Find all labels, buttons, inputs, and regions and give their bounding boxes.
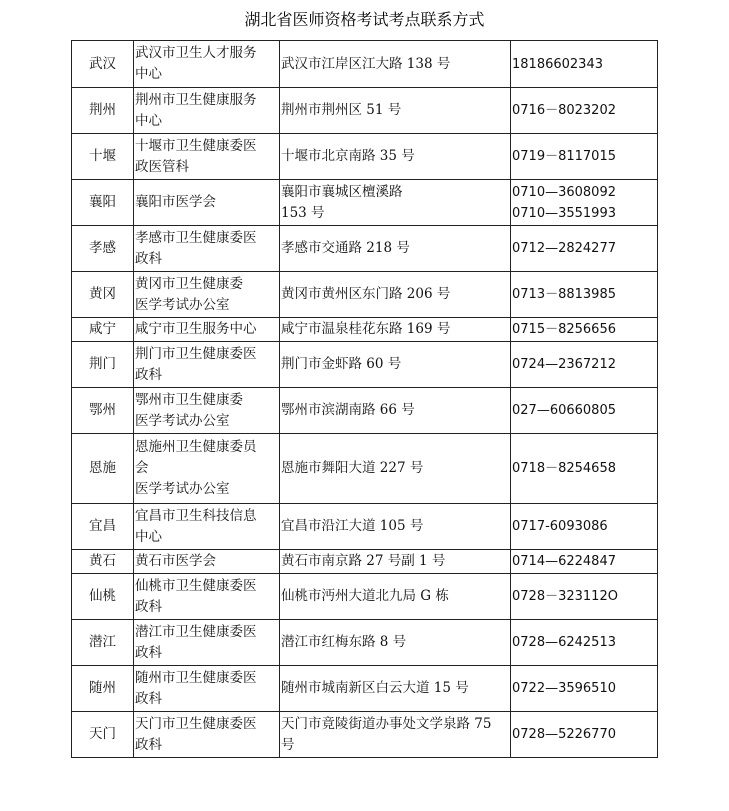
organization-cell: [134, 180, 280, 226]
organization-cell-line: 襄阳市医学会: [135, 194, 216, 210]
address-cell-line: 荆门市金虾路 60 号: [281, 356, 402, 372]
organization-cell-line: 政科: [135, 644, 162, 661]
organization-cell-line: 武汉市卫生人才服务: [135, 45, 257, 61]
phone-cell: [511, 388, 658, 434]
phone-cell-line: 027—60660805: [512, 403, 616, 418]
table-row: [72, 180, 658, 226]
contact-table-body: [72, 41, 658, 758]
table-row: [72, 318, 658, 342]
phone-cell: [511, 134, 658, 180]
table-row: [72, 504, 658, 550]
organization-cell-line: 会: [135, 460, 149, 476]
organization-cell: [134, 318, 280, 342]
phone-cell-line: 0714—6224847: [512, 554, 616, 569]
address-cell: [280, 712, 511, 758]
phone-cell: [511, 342, 658, 388]
phone-cell: [511, 88, 658, 134]
phone-cell: [511, 180, 658, 226]
address-cell-line: 咸宁市温泉桂花东路 169 号: [281, 321, 451, 337]
organization-cell-line: 潜江市卫生健康委医: [135, 623, 257, 640]
phone-cell: [511, 712, 658, 758]
table-row: [72, 712, 658, 758]
phone-cell-line: 0710—3608092: [512, 184, 616, 200]
organization-cell-line: 咸宁市卫生服务中心: [135, 321, 257, 337]
table-row: [72, 272, 658, 318]
organization-cell-line: 荆门市卫生健康委医: [135, 345, 257, 362]
city-cell: 鄂州: [72, 388, 134, 434]
address-cell: [280, 180, 511, 226]
phone-cell-line: 0712—2824277: [512, 241, 616, 256]
phone-cell: [511, 318, 658, 342]
address-cell: [280, 434, 511, 504]
organization-cell-line: 宜昌市卫生科技信息: [135, 507, 257, 524]
address-cell-line: 黄冈市黄州区东门路 206 号: [281, 286, 451, 302]
organization-cell-line: 政医管科: [135, 158, 189, 175]
phone-cell-line: 0718－8254658: [512, 461, 616, 476]
organization-cell: [134, 134, 280, 180]
address-cell: [280, 41, 511, 88]
phone-cell: [511, 504, 658, 550]
city-cell: 恩施: [72, 434, 134, 504]
address-cell: [280, 342, 511, 388]
organization-cell-line: 孝感市卫生健康委医: [135, 229, 257, 246]
organization-cell: [134, 434, 280, 504]
address-cell-line: 潜江市红梅东路 8 号: [281, 634, 407, 650]
phone-cell-line: 0728—6242513: [512, 635, 616, 650]
organization-cell-line: 恩施州卫生健康委员: [135, 439, 257, 455]
table-row: [72, 88, 658, 134]
address-cell: [280, 666, 511, 712]
organization-cell: [134, 550, 280, 574]
organization-cell-line: 中心: [135, 528, 162, 545]
phone-cell-line: 0722—3596510: [512, 681, 616, 696]
organization-cell-line: 鄂州市卫生健康委: [135, 391, 243, 408]
organization-cell-line: 政科: [135, 250, 162, 267]
address-cell: [280, 272, 511, 318]
organization-cell-line: 仙桃市卫生健康委医: [135, 577, 257, 594]
organization-cell-line: 医学考试办公室: [135, 296, 230, 313]
phone-cell: [511, 574, 658, 620]
address-cell-line: 武汉市江岸区江大路 138 号: [281, 55, 451, 72]
contact-table: [71, 40, 658, 758]
organization-cell-line: 政科: [135, 690, 162, 707]
phone-cell-line: 0724—2367212: [512, 357, 616, 372]
table-row: [72, 574, 658, 620]
address-cell: [280, 550, 511, 574]
phone-cell: [511, 41, 658, 88]
address-cell-line: 鄂州市滨湖南路 66 号: [281, 402, 415, 418]
phone-cell-line: 0710—3551993: [512, 205, 616, 221]
table-row: [72, 388, 658, 434]
address-cell: [280, 388, 511, 434]
address-cell-line: 随州市城南新区白云大道 15 号: [281, 680, 469, 696]
organization-cell-line: 十堰市卫生健康委医: [135, 137, 257, 154]
address-cell-line: 襄阳市襄城区檀溪路: [281, 183, 403, 200]
organization-cell-line: 中心: [135, 66, 162, 82]
address-cell-line: 天门市竟陵街道办事处文学泉路 75: [281, 715, 492, 732]
address-cell-line: 孝感市交通路 218 号: [281, 240, 410, 256]
address-cell: [280, 134, 511, 180]
city-cell: 十堰: [72, 134, 134, 180]
city-cell: 襄阳: [72, 180, 134, 226]
organization-cell: [134, 226, 280, 272]
organization-cell: [134, 504, 280, 550]
organization-cell: [134, 388, 280, 434]
organization-cell: [134, 574, 280, 620]
city-cell: 荆门: [72, 342, 134, 388]
organization-cell-line: 黄冈市卫生健康委: [135, 275, 243, 292]
city-cell: 咸宁: [72, 318, 134, 342]
organization-cell: [134, 342, 280, 388]
organization-cell-line: 中心: [135, 112, 162, 129]
city-cell: 仙桃: [72, 574, 134, 620]
phone-cell: [511, 226, 658, 272]
city-cell: 武汉: [72, 41, 134, 88]
organization-cell: [134, 41, 280, 88]
city-cell: 宜昌: [72, 504, 134, 550]
city-cell: 黄石: [72, 550, 134, 574]
address-cell: [280, 620, 511, 666]
table-row: [72, 134, 658, 180]
organization-cell: [134, 712, 280, 758]
city-cell: 荆州: [72, 88, 134, 134]
city-cell: 天门: [72, 712, 134, 758]
organization-cell-line: 天门市卫生健康委医: [135, 715, 257, 732]
phone-cell: [511, 550, 658, 574]
address-cell-line: 荆州市荆州区 51 号: [281, 102, 402, 118]
organization-cell-line: 荆州市卫生健康服务: [135, 91, 257, 108]
organization-cell-line: 政科: [135, 598, 162, 615]
phone-cell: [511, 272, 658, 318]
city-cell: 黄冈: [72, 272, 134, 318]
organization-cell-line: 随州市卫生健康委医: [135, 669, 257, 686]
organization-cell: [134, 272, 280, 318]
table-row: [72, 434, 658, 504]
table-row: [72, 550, 658, 574]
organization-cell: [134, 88, 280, 134]
table-row: [72, 620, 658, 666]
address-cell: [280, 226, 511, 272]
city-cell: 随州: [72, 666, 134, 712]
address-cell-line: 宜昌市沿江大道 105 号: [281, 518, 424, 534]
table-row: [72, 226, 658, 272]
address-cell-line: 153 号: [281, 204, 325, 221]
phone-cell-line: 0717-6093086: [512, 519, 608, 534]
organization-cell: [134, 620, 280, 666]
address-cell-line: 恩施市舞阳大道 227 号: [281, 460, 424, 476]
phone-cell: [511, 620, 658, 666]
table-row: [72, 666, 658, 712]
address-cell: [280, 88, 511, 134]
organization-cell-line: 黄石市医学会: [135, 553, 216, 569]
phone-cell-line: 0715－8256656: [512, 322, 616, 337]
city-cell: 孝感: [72, 226, 134, 272]
address-cell-line: 黄石市南京路 27 号副 1 号: [281, 553, 446, 569]
address-cell: [280, 504, 511, 550]
organization-cell-line: 政科: [135, 736, 162, 753]
table-row: [72, 41, 658, 88]
address-cell: [280, 318, 511, 342]
phone-cell-line: 0716－8023202: [512, 103, 616, 118]
phone-cell: [511, 434, 658, 504]
organization-cell-line: 医学考试办公室: [135, 481, 230, 497]
address-cell-line: 仙桃市沔州大道北九局 G 栋: [281, 588, 449, 604]
organization-cell-line: 政科: [135, 366, 162, 383]
address-cell: [280, 574, 511, 620]
phone-cell-line: 0713－8813985: [512, 287, 616, 302]
organization-cell: [134, 666, 280, 712]
organization-cell-line: 医学考试办公室: [135, 412, 230, 429]
city-cell: 潜江: [72, 620, 134, 666]
phone-cell-line: 0719－8117015: [512, 149, 616, 164]
address-cell-line: 号: [281, 736, 295, 753]
phone-cell-line: 18186602343: [512, 56, 603, 72]
address-cell-line: 十堰市北京南路 35 号: [281, 148, 415, 164]
phone-cell: [511, 666, 658, 712]
table-row: [72, 342, 658, 388]
phone-cell-line: 0728－323112O: [512, 589, 618, 604]
phone-cell-line: 0728—5226770: [512, 727, 616, 742]
page-title: 湖北省医师资格考试考点联系方式: [244, 10, 485, 29]
